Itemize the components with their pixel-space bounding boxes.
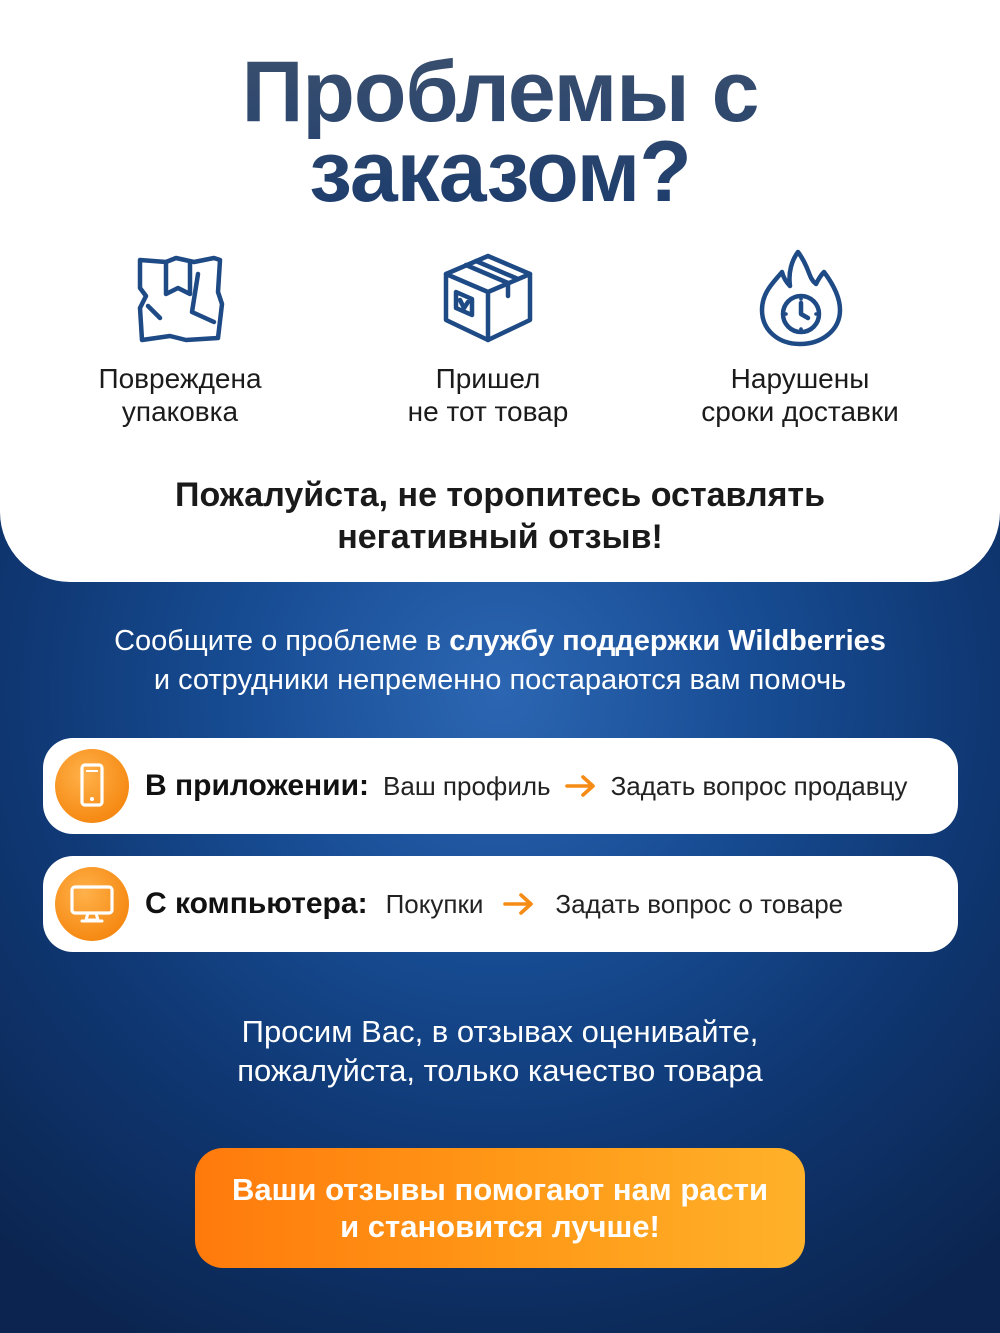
arrow-right-icon: [503, 892, 535, 916]
step-purchases: Покупки: [385, 888, 484, 919]
step-ask-about-item: Задать вопрос о товаре: [555, 888, 844, 919]
review-request: Просим Вас, в отзывах оценивайте, пожалуйста, только качество товара: [237, 1014, 763, 1088]
step-ask-seller: Задать вопрос продавцу: [610, 770, 908, 801]
issue-list: [0, 248, 1000, 438]
review-notice: Пожалуйста, не торопитесь оставлять негативный отзыв!: [175, 476, 825, 556]
card-desktop-instructions: [43, 856, 958, 952]
smartphone-icon-badge: [55, 749, 129, 823]
support-link-text: службу поддержки Wildberries: [449, 625, 886, 657]
step-profile: Ваш профиль: [383, 770, 551, 801]
smartphone-icon: [72, 762, 112, 810]
issue-damaged-packaging: [20, 248, 340, 428]
issue-label: Пришел не тот товар: [407, 363, 569, 427]
issue-wrong-item: [328, 248, 648, 428]
monitor-icon-badge: [55, 867, 129, 941]
package-box-icon: [438, 248, 538, 348]
damaged-box-icon: [130, 248, 230, 348]
top-panel: [0, 0, 1000, 582]
card-title: С компьютера:: [145, 887, 368, 920]
support-message: [0, 622, 1000, 700]
issue-label: Нарушены сроки доставки: [701, 363, 899, 427]
issue-label: Повреждена упаковка: [98, 363, 262, 427]
card-title: В приложении:: [145, 769, 370, 802]
arrow-right-icon: [565, 774, 597, 798]
monitor-icon: [68, 882, 116, 926]
page-title: Проблемы с заказом?: [0, 52, 1000, 212]
card-app-instructions: [43, 738, 958, 834]
support-message-line2: и сотрудники непременно постараются вам помочь: [153, 664, 847, 696]
issue-late-delivery: [640, 248, 960, 428]
support-message-prefix: Сообщите о проблеме в: [114, 625, 450, 657]
feedback-banner: Ваши отзывы помогают нам расти и становится лучше!: [195, 1148, 805, 1268]
support-message-line1: [0, 622, 1000, 661]
flame-clock-icon: [750, 248, 850, 348]
